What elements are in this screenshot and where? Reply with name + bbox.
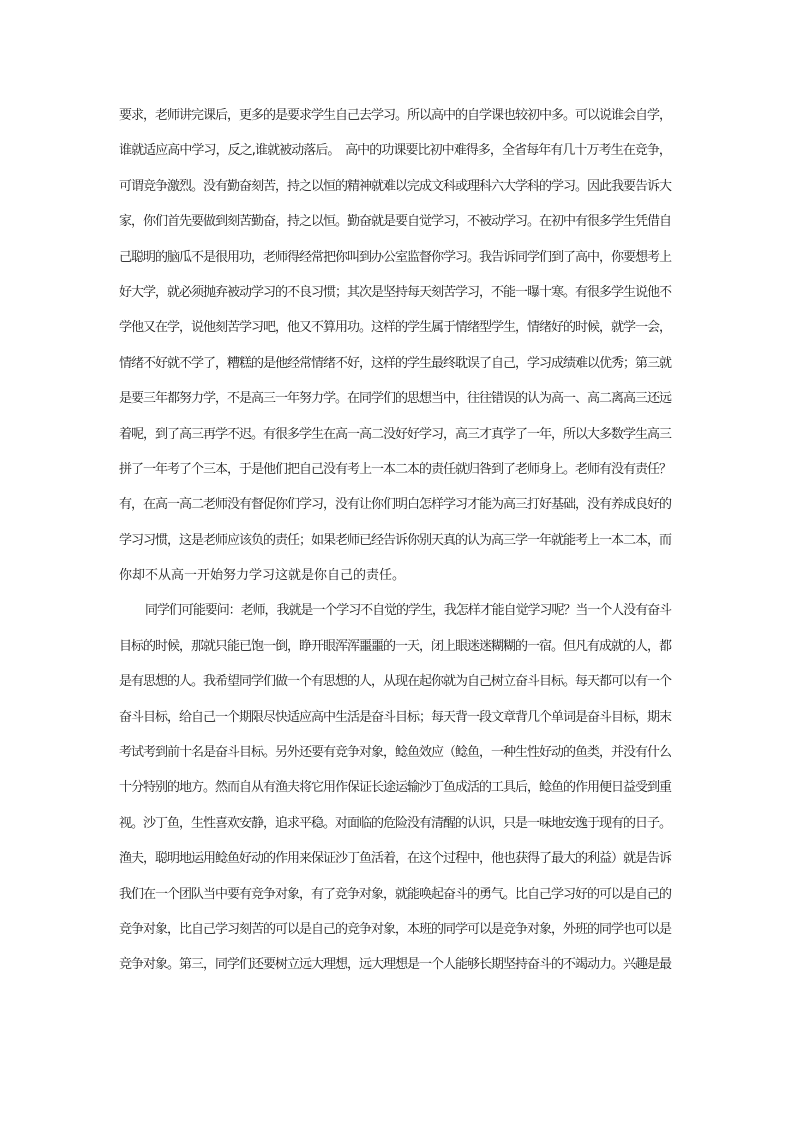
text-line: 目标的时候，那就只能已饱一倒，睁开眼浑浑噩噩的一天，闭上眼迷迷糊糊的一宿。但凡有成就的人，都	[119, 638, 672, 654]
text-line: 你却不从高一开始努力学习这就是你自己的责任。	[119, 568, 406, 584]
text-line: 家，你们首先要做到刻苦勤奋，持之以恒。勤奋就是要自觉学习，不被动学习。在初中有很多学生凭借自	[119, 214, 672, 230]
text-line: 同学们可能要问：老师，我就是一个学习不自觉的学生，我怎样才能自觉学习呢？当一个人没有奋斗	[145, 603, 672, 619]
text-line: 十分特别的地方。然而自从有渔夫将它用作保证长途运输沙丁鱼成活的工具后，鲶鱼的作用便日益受到重	[119, 780, 672, 796]
text-line: 渔夫，聪明地运用鲶鱼好动的作用来保证沙丁鱼活着，在这个过程中，他也获得了最大的利益）就是告诉	[119, 851, 672, 867]
text-line: 是要三年都努力学，不是高三一年努力学。在同学们的思想当中，往往错误的认为高一、高二离高三还远	[119, 391, 672, 407]
text-line: 着呢，到了高三再学不迟。有很多学生在高一高二没好好学习，高三才真学了一年，所以大多数学生高三	[119, 426, 672, 442]
text-line: 是有思想的人。我希望同学们做一个有思想的人，从现在起你就为自己树立奋斗目标。每天都可以有一个	[119, 674, 672, 690]
text-line: 情绪不好就不学了，糟糕的是他经常情绪不好，这样的学生最终耽误了自己，学习成绩难以优秀；第三就	[119, 355, 672, 371]
text-line: 好大学，就必须抛弃被动学习的不良习惯；其次是坚持每天刻苦学习，不能一曝十寒。有很多学生说他不	[119, 284, 672, 300]
text-line: 竞争对象，比自己学习刻苦的可以是自己的竞争对象，本班的同学可以是竞争对象，外班的同学也可以是	[119, 921, 672, 937]
text-line: 有，在高一高二老师没有督促你们学习，没有让你们明白怎样学习才能为高三打好基础，没有养成良好的	[119, 497, 672, 513]
text-line: 要求，老师讲完课后，更多的是要求学生自己去学习。所以高中的自学课也较初中多。可以说谁会自学，	[119, 108, 672, 123]
text-line: 竞争对象。第三，同学们还要树立远大理想，远大理想是一个人能够长期坚持奋斗的不竭动力。兴趣是最	[119, 957, 672, 973]
body-text	[119, 105, 671, 990]
text-line: 奋斗目标，给自己一个期限尽快适应高中生活是奋斗目标；每天背一段文章背几个单词是奋斗目标，期末	[119, 709, 672, 725]
text-line: 拼了一年考了个三本，于是他们把自己没有考上一本二本的责任就归咎到了老师身上。老师有没有责任？	[119, 461, 672, 477]
text-line: 学习习惯，这是老师应该负的责任；如果老师已经告诉你别天真的认为高三学一年就能考上一本二本，而	[119, 532, 672, 548]
text-line: 视。沙丁鱼，生性喜欢安静，追求平稳。对面临的危险没有清醒的认识，只是一味地安逸于现有的日子。	[119, 815, 672, 831]
text-line: 我们在一个团队当中要有竞争对象，有了竞争对象，就能唤起奋斗的勇气。比自己学习好的可以是自己的	[119, 886, 672, 902]
text-line: 谁就适应高中学习，反之,谁就被动落后。 高中的功课要比初中难得多，全省每年有几十万考生在竞争，	[119, 143, 671, 159]
text-line: 可谓竞争激烈。没有勤奋刻苦，持之以恒的精神就难以完成文科或理科六大学科的学习。因此我要告诉大	[119, 178, 672, 194]
text-line: 己聪明的脑瓜不是很用功，老师得经常把你叫到办公室监督你学习。我告诉同学们到了高中，你要想考上	[119, 249, 672, 265]
text-line: 考试考到前十名是奋斗目标。另外还要有竞争对象，鲶鱼效应（鲶鱼，一种生性好动的鱼类，并没有什么	[119, 745, 672, 761]
text-line: 学他又在学，说他刻苦学习吧，他又不算用功。这样的学生属于情绪型学生，情绪好的时候，就学一会，	[119, 320, 672, 336]
